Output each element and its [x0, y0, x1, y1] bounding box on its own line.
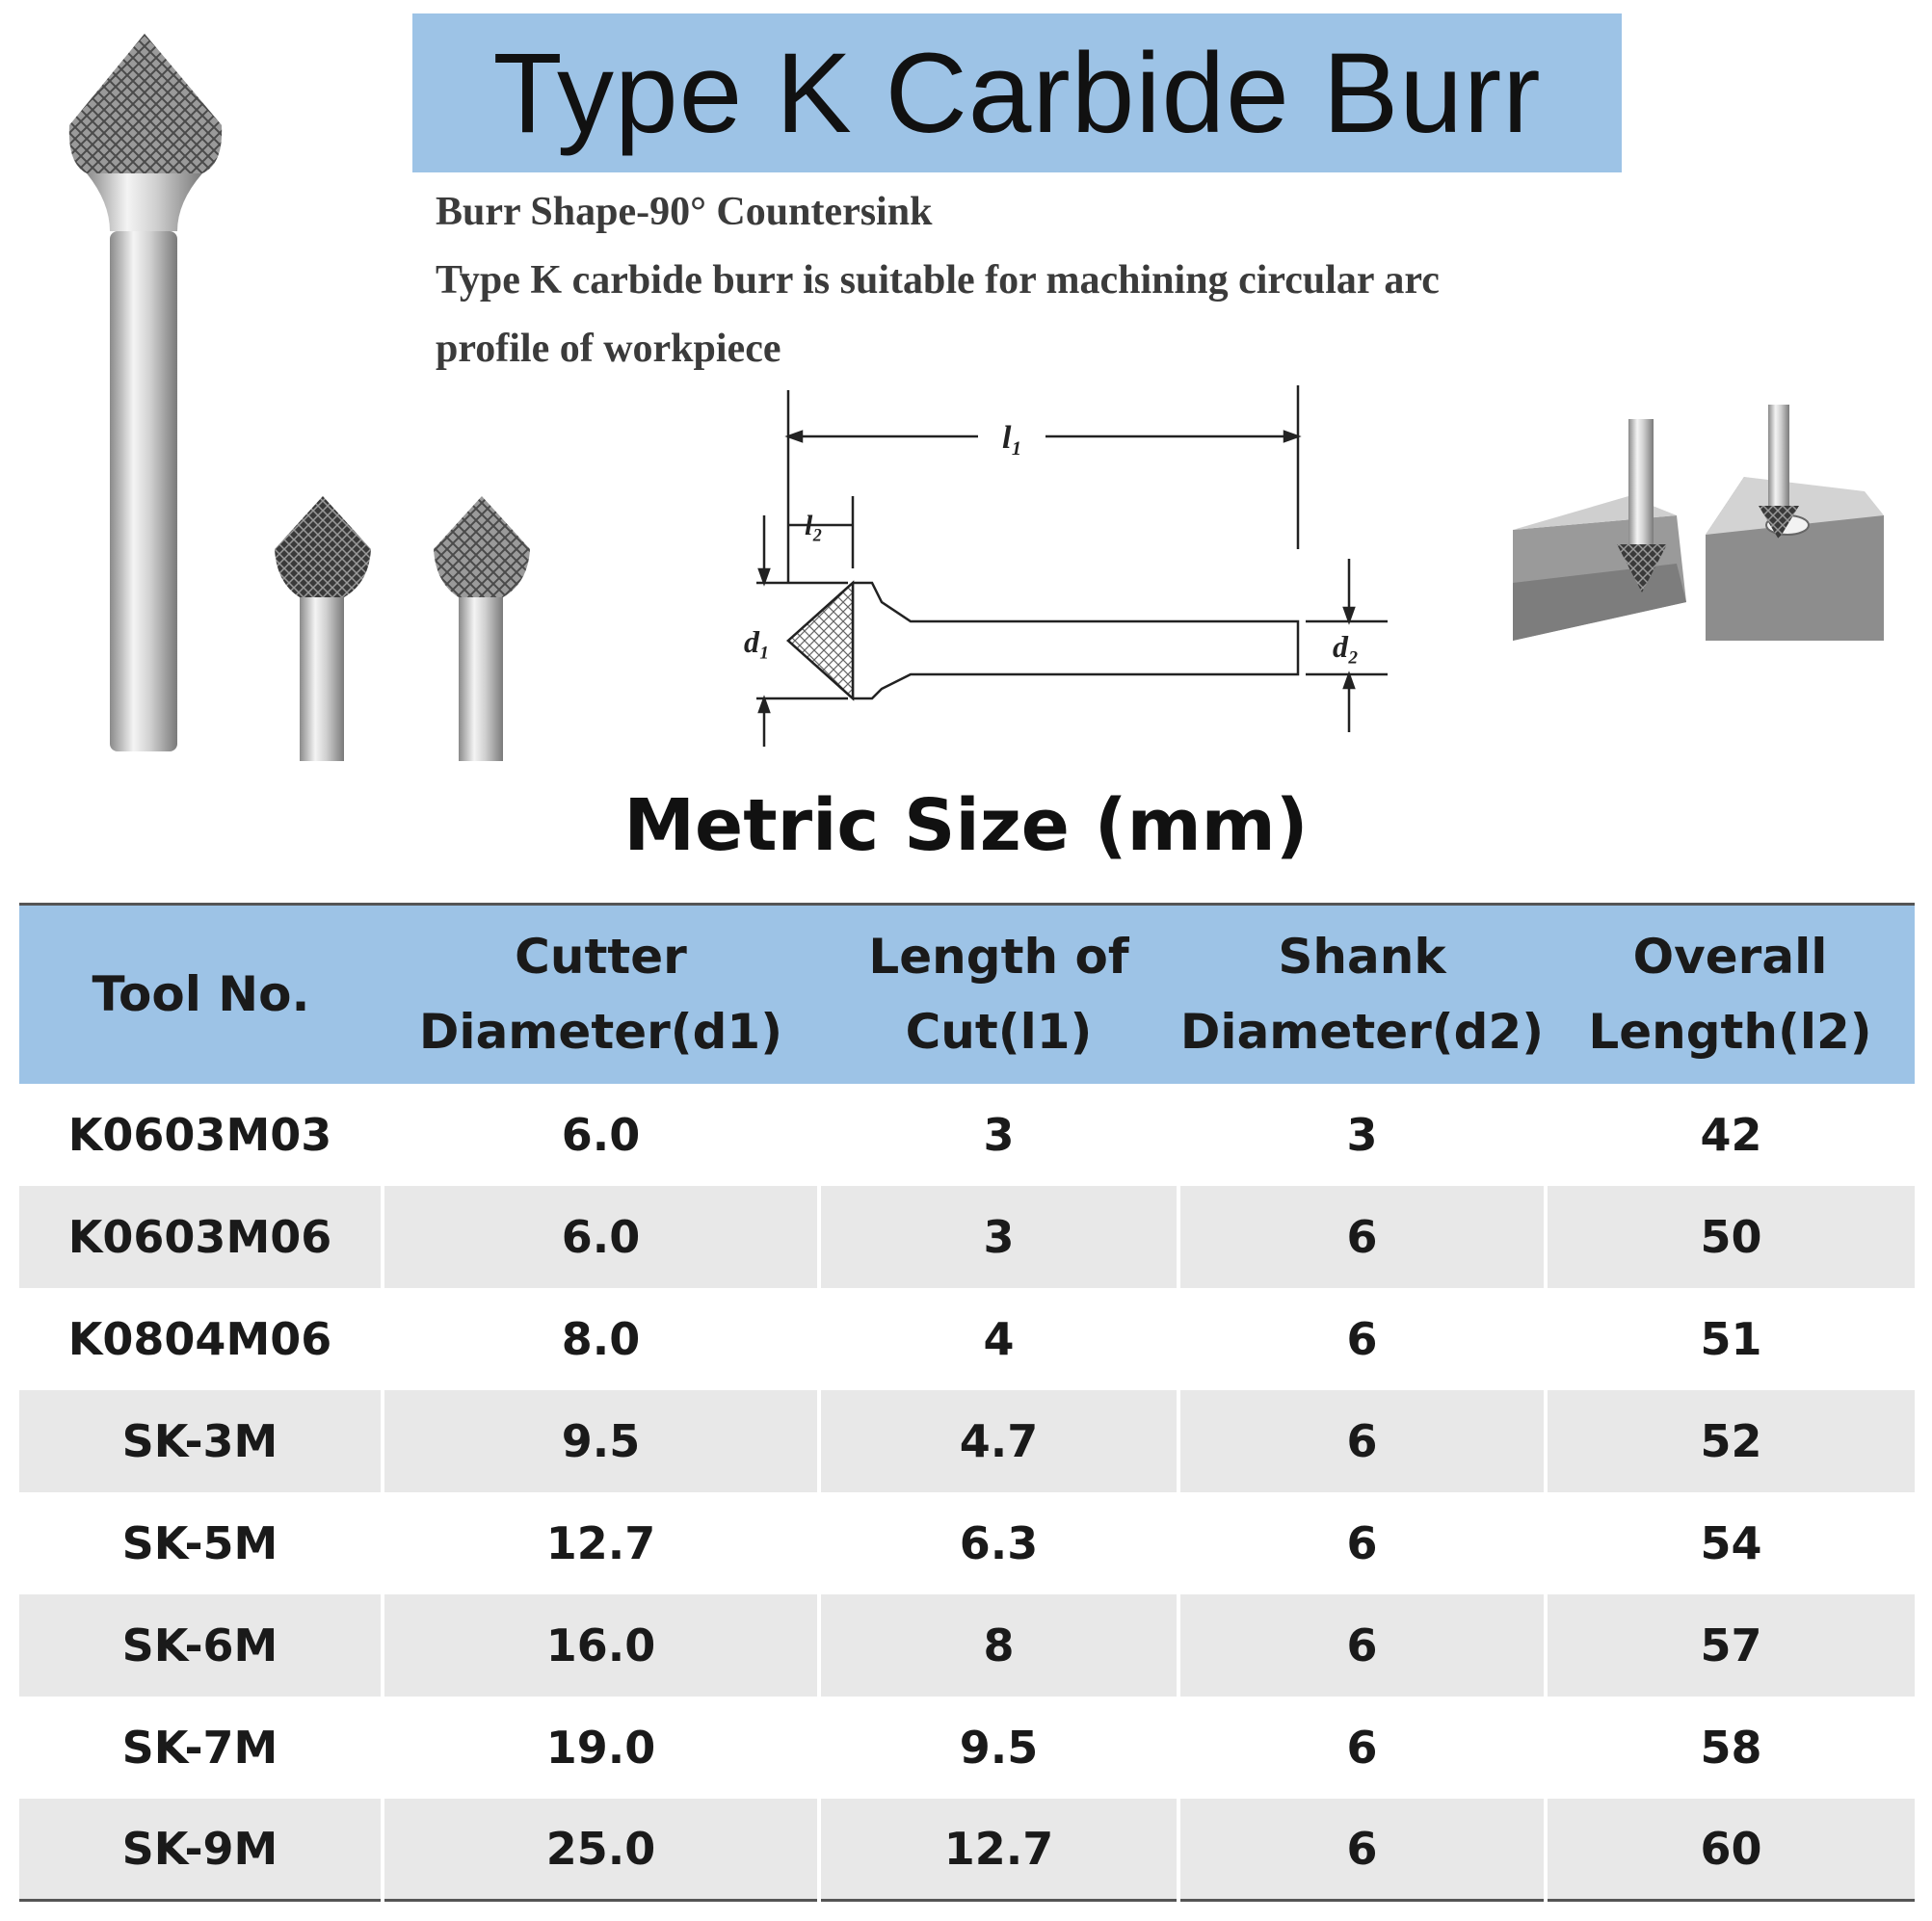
cell-l1: 3 [819, 1084, 1178, 1186]
cell-tool-no: K0804M06 [67, 1312, 332, 1365]
cell-d1: 9.5 [383, 1390, 819, 1492]
cell-d1: 6.0 [383, 1084, 819, 1186]
spec-table [19, 903, 1915, 1902]
cell-tool-no: SK-9M [19, 1799, 383, 1901]
table-row [19, 1390, 1915, 1492]
table-row [19, 1084, 1915, 1186]
cell-d1: 12.7 [383, 1492, 819, 1594]
burr-shape-text: Burr Shape-90° Countersink [436, 190, 933, 234]
cell-d1: 8.0 [383, 1288, 819, 1390]
cell-l2: 50 [1546, 1186, 1915, 1288]
d2-label: d₂ [1333, 629, 1360, 664]
d1-label: d₁ [744, 624, 771, 659]
cell-l2: 60 [1546, 1799, 1915, 1901]
header-overall-length: Overall Length(l2) [1546, 905, 1915, 1084]
cell-d1: 19.0 [383, 1697, 819, 1799]
cell-d1: 16.0 [383, 1594, 819, 1697]
cell-d2: 6 [1178, 1594, 1546, 1697]
dimension-diagram [708, 381, 1402, 766]
table-row [19, 1799, 1915, 1901]
cell-l2: 54 [1546, 1492, 1915, 1594]
cell-d1: 6.0 [383, 1186, 819, 1288]
cell-tool-no: SK-7M [121, 1721, 278, 1774]
cell-tool-no: SK-5M [121, 1516, 278, 1569]
header-shank-diameter: Shank Diameter(d2) [1178, 905, 1546, 1084]
header-cutter-diameter: Cutter Diameter(d1) [383, 905, 819, 1084]
l2-label: l₂ [805, 510, 823, 541]
l1-label: l₁ [1002, 420, 1023, 456]
table-row [19, 1186, 1915, 1288]
large-burr-photo [58, 29, 241, 761]
header-length-of-cut: Length of Cut(l1) [819, 905, 1178, 1084]
cell-l1: 8 [819, 1594, 1178, 1697]
cell-tool-no: SK-6M [19, 1594, 383, 1697]
cell-tool-no: K0603M06 [19, 1186, 383, 1288]
cell-l2: 57 [1546, 1594, 1915, 1697]
small-burr-photo-silver [424, 491, 540, 761]
cell-d2: 3 [1178, 1084, 1546, 1186]
cell-d2: 6 [1178, 1697, 1546, 1799]
usage-illustration [1513, 400, 1884, 650]
table-row [19, 1697, 1915, 1799]
description-line-2: profile of workpiece [436, 327, 781, 371]
cell-d2: 6 [1178, 1492, 1546, 1594]
table-header-row [19, 905, 1915, 1084]
cell-l2: 42 [1546, 1084, 1915, 1186]
description-block [436, 178, 1573, 383]
small-burr-photo-black [265, 491, 381, 761]
cell-l1: 6.3 [819, 1492, 1178, 1594]
cell-d1: 25.0 [383, 1799, 819, 1901]
cell-d2: 6 [1178, 1799, 1546, 1901]
description-line-1: Type K carbide burr is suitable for machining circular arc [436, 258, 1440, 303]
cell-l2: 58 [1546, 1697, 1915, 1799]
cell-d2: 6 [1178, 1186, 1546, 1288]
header-tool-no: Tool No. [19, 905, 383, 1084]
table-row [19, 1288, 1915, 1390]
cell-d2: 6 [1178, 1390, 1546, 1492]
page-title: Type K Carbide Burr [492, 29, 1542, 157]
table-row [19, 1594, 1915, 1697]
cell-d2: 6 [1178, 1288, 1546, 1390]
cell-l1: 9.5 [819, 1697, 1178, 1799]
cell-l2: 52 [1546, 1390, 1915, 1492]
cell-l1: 4 [819, 1288, 1178, 1390]
cell-l1: 4.7 [819, 1390, 1178, 1492]
cell-l1: 3 [819, 1186, 1178, 1288]
title-banner [412, 13, 1622, 172]
cell-l1: 12.7 [819, 1799, 1178, 1901]
table-row [19, 1492, 1915, 1594]
cell-tool-no: SK-3M [19, 1390, 383, 1492]
cell-l2: 51 [1546, 1288, 1915, 1390]
table-title: Metric Size (mm) [623, 784, 1309, 867]
cell-tool-no: K0603M03 [67, 1108, 332, 1161]
